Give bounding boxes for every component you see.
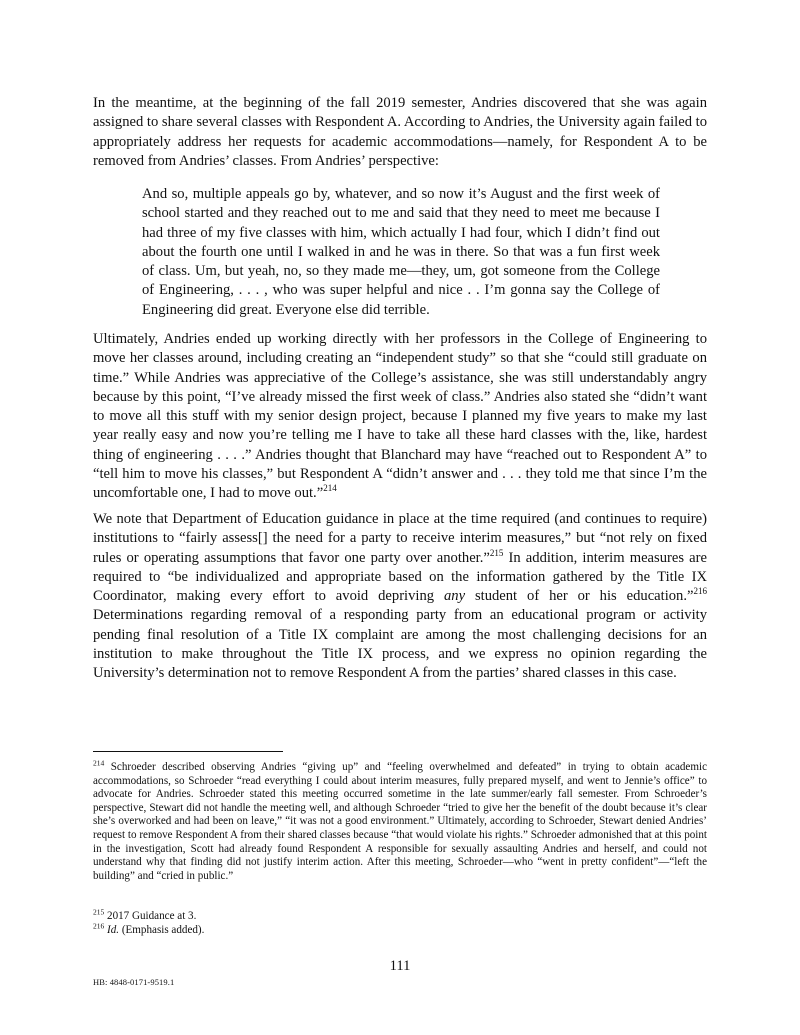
footnote-214 xyxy=(93,758,707,883)
quote-text: And so, multiple appeals go by, whatever, and so now it’s August and the first week of school started and they reached out to me and said that they need to meet me because I had three of my five classes with him, which actually I had four, which I didn’t find out about the fourth one until I walked in and he was in there. So that was a fun first week of class. Um, but yeah, no, so they made me—they, um, got someone from the College of Engineering, . . . , who was super helpful and nice . . I’m gonna say the College of Engineering did great. Everyone else did terrible. xyxy=(142,186,660,318)
footnote-number: 216 xyxy=(93,921,105,931)
paragraph-text: We note that Department of Education guidance in place at the time required (and continues to require) institutions to “fairly assess[] the need for a party to receive interim measures,” but “not rely on fixed rules or operating assumptions that favor one party over another.” xyxy=(93,511,707,566)
paragraph-ultimately xyxy=(93,330,707,504)
document-id: HB: 4848-0171-9519.1 xyxy=(93,977,175,987)
footnote-ref-215[interactable]: 215 xyxy=(489,547,504,558)
footnote-text: (Emphasis added). xyxy=(119,924,205,936)
paragraph-text: Ultimately, Andries ended up working directly with her professors in the College of Engineering to move her classes around, including creating an “independent study” so that she “could still graduate on time.” While Andries was appreciative of the College’s assistance, she was still understandably angry because by this point, “I’ve already missed the first week of class.” Andries also stated she “didn’t want to move all this stuff with my senior design project, because I planned my five years to make my last year really easy and now you’re telling me I have to take all these hard classes with the, like, hardest thing of engineering . . . .” Andries thought that Blanchard may have “reached out to Respondent A” to “tell him to move his classes,” but Respondent A “didn’t answer and . . . they told me that since I’m the uncomfortable one, I had to move out.” xyxy=(93,331,707,502)
footnote-text: 2017 Guidance at 3. xyxy=(104,910,197,922)
block-quote-andries xyxy=(142,185,660,320)
footnote-215 xyxy=(93,907,707,924)
footnote-text: Schroeder described observing Andries “giving up” and “feeling overwhelmed and defeated” in trying to obtain academic accommodations, so Schroeder “read everything I could about interim measures, fully prepared myself, and went to Jennie’s office” to advocate for Andries. Schroeder stated this meeting occurred sometime in the late summer/early fall semester. From Schroeder’s perspective, Stewart did not handle the meeting well, and although Schroeder “tried to give her the benefit of the doubt because it’s clear she’s overworked and had been on leave,” “it was not a good environment.” Ultimately, according to Schroeder, Stewart denied Andries’ request to remove Respondent A from their shared classes because “that would violate his rights.” Schroeder admonished that at this point in the investigation, Scott had already found Respondent A responsible for sexually assaulting Andries and herself, and could not understand why that finding did not justify interim action. After this meeting, Schroeder—who “went in pretty confident”—“left the building” and “cried in public.” xyxy=(93,761,707,882)
footnote-216 xyxy=(93,921,707,938)
paragraph-text: Determinations regarding removal of a responding party from an educational program or activity pending final resolution of a Title IX complaint are among the most challenging decisions for an institution to make throughout the Title IX process, and we express no opinion regarding the University’s determination not to remove Respondent A from the parties’ shared classes in this case. xyxy=(93,607,707,682)
footnote-number: 214 xyxy=(93,758,105,768)
paragraph-text: In addition, interim measures are required to “be individualized and appropriate based on the information gathered by the Title IX Coordinator, making every effort to avoid depriving xyxy=(93,549,707,605)
page-number: 111 xyxy=(389,958,411,974)
footnote-number: 215 xyxy=(93,907,105,917)
paragraph-text: In the meantime, at the beginning of the fall 2019 semester, Andries discovered that she was again assigned to share several classes with Respondent A. According to Andries, the University again failed to appropriately address her requests for academic accommodations—namely, for Respondent A to be removed from Andries’ classes. From Andries’ perspective: xyxy=(93,95,708,169)
emphasis-any: any xyxy=(443,588,466,605)
footnote-separator xyxy=(93,751,283,752)
footnote-ref-214[interactable]: 214 xyxy=(323,483,337,494)
paragraph-department-guidance xyxy=(93,510,707,684)
paragraph-fall-2019 xyxy=(93,94,707,171)
paragraph-text: student of her or his education.” xyxy=(465,588,694,605)
footnote-citation: Id. xyxy=(107,924,120,936)
footnote-ref-216[interactable]: 216 xyxy=(693,586,707,597)
